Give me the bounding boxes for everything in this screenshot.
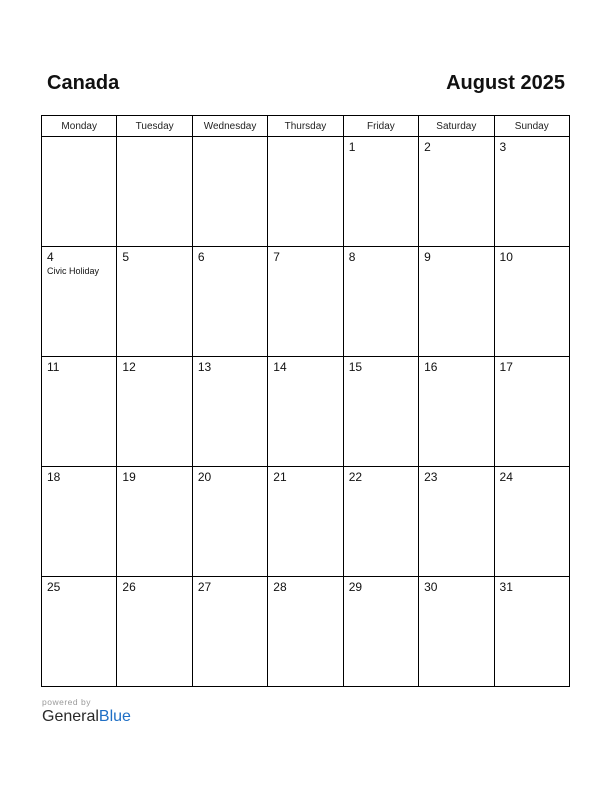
- day-number: 7: [273, 250, 280, 264]
- week-row: [42, 357, 570, 467]
- country-title: Canada: [47, 72, 120, 94]
- day-cell: [192, 467, 267, 577]
- day-number: 10: [499, 250, 513, 264]
- day-number: [42, 137, 116, 141]
- weekday-header: Saturday: [419, 116, 494, 137]
- day-number: 28: [273, 580, 287, 594]
- day-cell: [42, 577, 117, 687]
- day-cell: [343, 577, 418, 687]
- weekday-header-row: [42, 116, 570, 137]
- logo-text-blue: Blue: [98, 708, 131, 725]
- day-number: 26: [122, 580, 136, 594]
- day-cell: [117, 247, 192, 357]
- day-number: 17: [499, 360, 513, 374]
- day-cell: [268, 467, 343, 577]
- day-cell: [343, 357, 418, 467]
- day-number: 22: [348, 470, 363, 484]
- day-number: 3: [499, 140, 507, 154]
- day-number: 12: [122, 360, 136, 374]
- day-cell: [419, 577, 494, 687]
- day-cell: [42, 137, 117, 247]
- day-cell: [268, 577, 343, 687]
- day-cell: [192, 577, 267, 687]
- month-title: August 2025: [446, 72, 565, 94]
- day-number: [268, 137, 342, 141]
- weekday-header: Sunday: [494, 116, 569, 137]
- day-cell: [419, 137, 494, 247]
- day-number: 14: [273, 360, 287, 374]
- day-cell: [192, 357, 267, 467]
- day-cell: [343, 247, 418, 357]
- day-number: 8: [348, 250, 356, 264]
- holiday-label: Civic Holiday: [47, 266, 100, 276]
- powered-by-text: powered by: [42, 697, 91, 707]
- day-number: 15: [348, 360, 363, 374]
- week-row: [42, 577, 570, 687]
- day-number: 24: [499, 470, 513, 484]
- day-cell: [42, 467, 117, 577]
- day-number: 31: [499, 580, 513, 594]
- day-number: 19: [122, 470, 136, 484]
- day-number: 27: [197, 580, 212, 594]
- day-number: 25: [47, 580, 61, 594]
- day-cell: [268, 137, 343, 247]
- day-number: 18: [47, 470, 61, 484]
- day-cell: [494, 247, 569, 357]
- day-cell: [192, 247, 267, 357]
- day-cell: [343, 467, 418, 577]
- week-row: [42, 137, 570, 247]
- week-row: [42, 467, 570, 577]
- day-number: 4: [47, 250, 54, 264]
- day-number: 2: [424, 140, 431, 154]
- day-cell: [268, 357, 343, 467]
- day-number: 29: [348, 580, 363, 594]
- day-number: [193, 137, 267, 141]
- day-cell: [268, 247, 343, 357]
- weekday-header: Wednesday: [192, 116, 267, 137]
- day-cell: [419, 357, 494, 467]
- day-cell: [494, 467, 569, 577]
- day-number: 13: [197, 360, 212, 374]
- day-number: [117, 137, 191, 141]
- day-cell: [117, 137, 192, 247]
- week-row: [42, 247, 570, 357]
- weekday-header: Thursday: [268, 116, 343, 137]
- footer-branding: [42, 697, 131, 726]
- day-number: 20: [197, 470, 212, 484]
- day-cell: [494, 137, 569, 247]
- day-cell: [419, 467, 494, 577]
- weekday-header: Monday: [42, 116, 117, 137]
- day-cell: [117, 357, 192, 467]
- day-number: 1: [348, 140, 356, 154]
- day-cell: [117, 577, 192, 687]
- weekday-header: Tuesday: [117, 116, 192, 137]
- logo-text-general: General: [42, 708, 99, 725]
- calendar-grid: [41, 115, 570, 687]
- day-number: 30: [424, 580, 438, 594]
- day-cell: [42, 357, 117, 467]
- day-cell: [343, 137, 418, 247]
- day-number: 5: [122, 250, 130, 264]
- day-number: 23: [424, 470, 438, 484]
- day-number: 21: [273, 470, 287, 484]
- day-number: 16: [424, 360, 438, 374]
- day-cell: [494, 357, 569, 467]
- generalblue-logo[interactable]: [42, 708, 131, 726]
- weekday-header: Friday: [343, 116, 418, 137]
- day-number: 11: [47, 360, 60, 374]
- day-cell: [117, 467, 192, 577]
- day-cell: [419, 247, 494, 357]
- day-cell: [494, 577, 569, 687]
- day-number: 9: [424, 250, 431, 264]
- day-number: 6: [197, 250, 205, 264]
- day-cell: [192, 137, 267, 247]
- day-cell: [42, 247, 117, 357]
